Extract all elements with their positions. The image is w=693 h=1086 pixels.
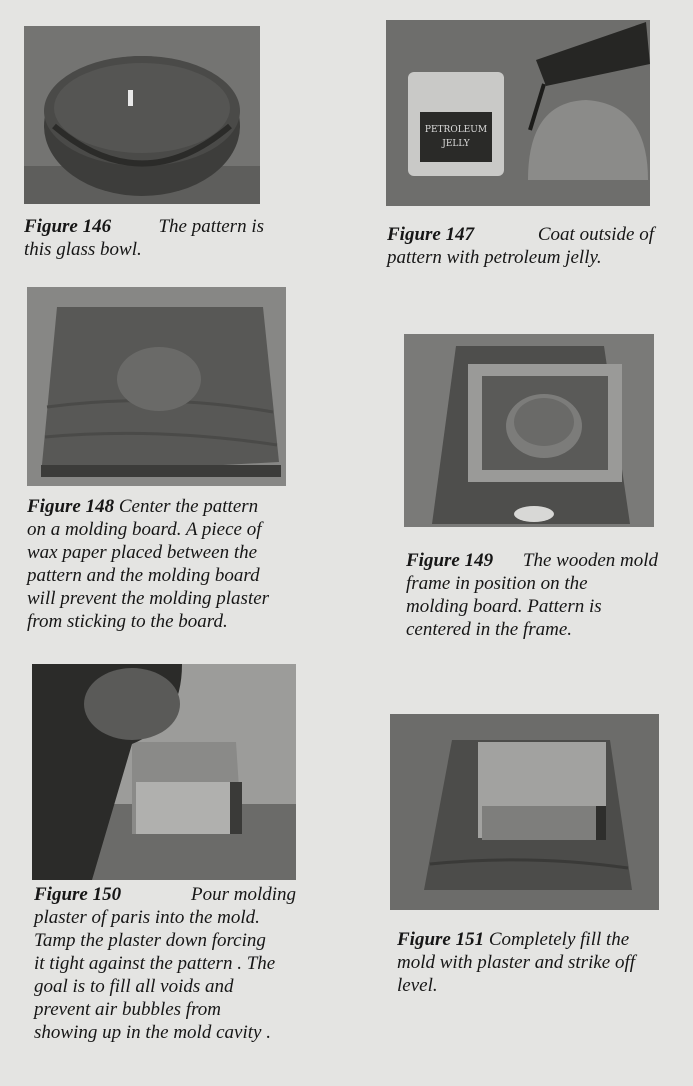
figure-146-text-line-2: this glass bowl.	[24, 239, 142, 260]
figure-147-text-line-1: Coat outside of	[537, 224, 654, 245]
molding-board-image	[27, 287, 286, 486]
mold-frame-image	[404, 334, 654, 527]
figure-149-text-line-1: The wooden mold	[522, 550, 658, 571]
figure-150-text-line-5: goal is to fill all voids and	[34, 976, 234, 997]
figure-151-label: Figure 151	[397, 929, 485, 950]
figure-151-caption	[397, 928, 659, 997]
figure-150-label: Figure 150	[34, 884, 122, 905]
figure-150-text-line-1: Pour molding	[190, 884, 296, 905]
figure-147-text-line-2: pattern with petroleum jelly.	[387, 247, 602, 268]
figure-148-caption	[27, 495, 293, 633]
jar-label-line-2: JELLY	[442, 139, 470, 149]
figure-146-caption	[24, 215, 264, 261]
figure-148-text-line-3: wax paper placed between the	[27, 542, 258, 563]
figure-150-text-line-7: showing up in the mold cavity .	[34, 1022, 271, 1043]
figure-151-text-line-3: level.	[397, 975, 438, 996]
figure-147-label: Figure 147	[387, 224, 475, 245]
figure-149-text-line-2: frame in position on the	[406, 573, 588, 594]
figure-148-text-line-2: on a molding board. A piece of	[27, 519, 262, 540]
figure-146-photo	[24, 26, 260, 204]
figure-148-text-line-1: Center the pattern	[118, 496, 259, 517]
figure-148-text-line-6: from sticking to the board.	[27, 611, 228, 632]
figure-150-text-line-4: it tight against the pattern . The	[34, 953, 276, 974]
figure-149-text-line-3: molding board. Pattern is	[406, 596, 602, 617]
figure-147-caption	[387, 223, 654, 269]
figure-149-caption	[406, 549, 658, 641]
filled-mold-image	[390, 714, 659, 910]
figure-148-photo	[27, 287, 286, 486]
figure-147-photo	[386, 20, 650, 206]
figure-149-label: Figure 149	[406, 550, 494, 571]
figure-151-photo	[390, 714, 659, 910]
figure-150-text-line-3: Tamp the plaster down forcing	[34, 930, 266, 951]
figure-149-photo	[404, 334, 654, 527]
glass-bowl-image	[24, 26, 260, 204]
figure-148-text-line-4: pattern and the molding board	[27, 565, 260, 586]
figure-146-label: Figure 146	[24, 216, 112, 237]
figure-148-label: Figure 148	[27, 496, 115, 517]
figure-151-text-line-2: mold with plaster and strike off	[397, 952, 636, 973]
figure-149-text-line-4: centered in the frame.	[406, 619, 573, 640]
figure-150-text-line-6: prevent air bubbles from	[34, 999, 221, 1020]
figure-150-photo	[32, 664, 296, 880]
figure-148-text-line-5: will prevent the molding plaster	[27, 588, 270, 609]
petroleum-jelly-image	[386, 20, 650, 206]
jar-label-line-1: PETROLEUM	[424, 125, 488, 135]
figure-151-text-line-1: Completely fill the	[488, 929, 630, 950]
figure-146-text-line-1: The pattern is	[158, 216, 264, 237]
figure-150-text-line-2: plaster of paris into the mold.	[34, 907, 260, 928]
figure-150-caption	[34, 883, 296, 1044]
pouring-plaster-image	[32, 664, 296, 880]
